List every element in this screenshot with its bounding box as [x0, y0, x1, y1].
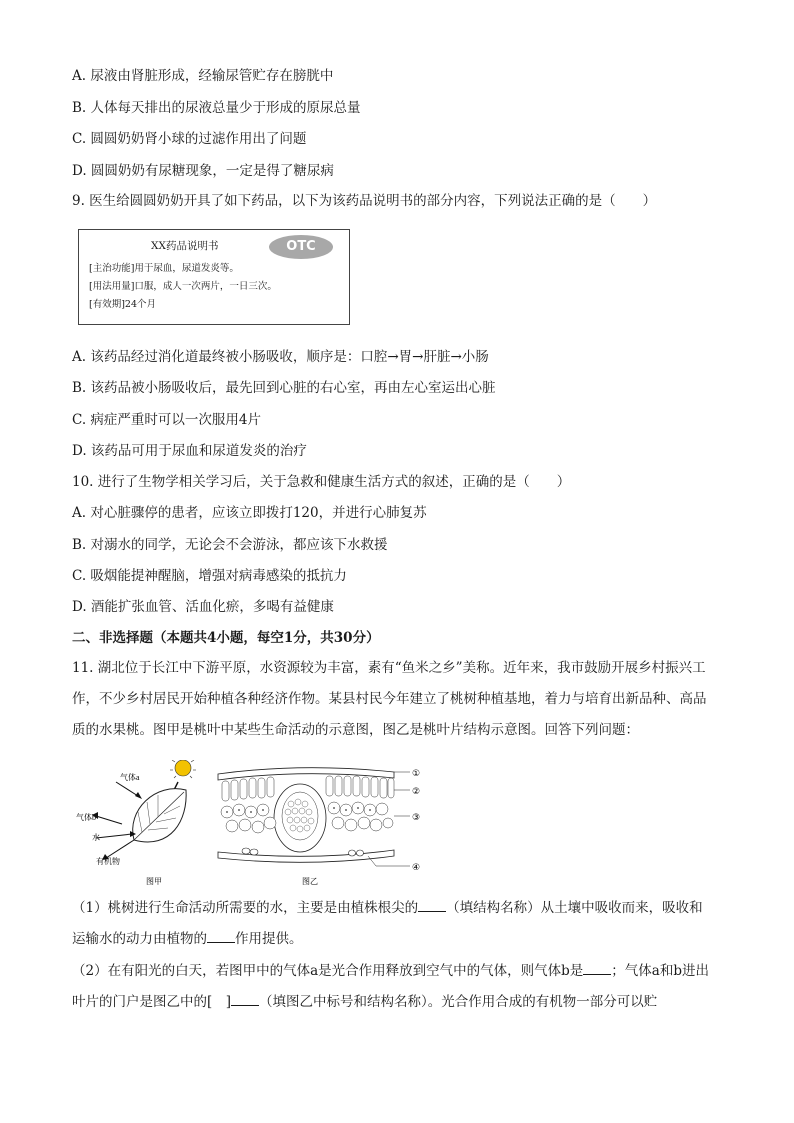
q8-option-d: D. 圆圆奶奶有尿糖现象，一定是得了糖尿病 — [72, 163, 334, 179]
q10-option-b: B. 对溺水的同学，无论会不会游泳，都应该下水救援 — [72, 537, 388, 553]
q9-stem: 9. 医生给圆圆奶奶开具了如下药品，以下为该药品说明书的部分内容，下列说法正确的是（ ） — [72, 193, 657, 209]
mark-4: ④ — [412, 863, 421, 873]
answer-blank-4[interactable] — [231, 993, 259, 1006]
q11-part-2 — [72, 956, 712, 1018]
figure-a-leaf — [92, 760, 196, 860]
mark-3: ③ — [412, 813, 421, 823]
mark-1: ① — [412, 769, 421, 779]
section-heading: 二、非选择题（本题共4小题，每空1分，共30分） — [72, 630, 380, 646]
answer-blank-2[interactable] — [207, 930, 235, 943]
q9-option-c: C. 病症严重时可以一次服用4片 — [72, 412, 262, 428]
drug-label-validity: [有效期]24个月 — [89, 299, 157, 310]
q11-part-2-text-c: （填图乙中标号和结构名称）。光合作用合成的有机物一部分可以贮 — [259, 994, 658, 1010]
q9-option-a: A. 该药品经过消化道最终被小肠吸收，顺序是：口腔→胃→肝脏→小肠 — [72, 349, 489, 365]
label-water: 水 — [92, 833, 100, 842]
label-gas-b: 气体b — [76, 813, 96, 822]
answer-blank-1[interactable] — [418, 899, 446, 912]
drug-label-title: XX药品说明书 — [151, 240, 219, 252]
q9-option-d: D. 该药品可用于尿血和尿道发炎的治疗 — [72, 443, 307, 459]
drug-label-function: [主治功能]用于尿血，尿道发炎等。 — [89, 263, 239, 274]
q8-option-a: A. 尿液由肾脏形成，经输尿管贮存在膀胱中 — [72, 68, 334, 84]
q8-option-c: C. 圆圆奶奶肾小球的过滤作用出了问题 — [72, 131, 307, 147]
q8-option-b: B. 人体每天排出的尿液总量少于形成的原尿总量 — [72, 100, 361, 116]
q11-part-2-text-a: （2）在有阳光的白天，若图甲中的气体a是光合作用释放到空气中的气体，则气体b是 — [72, 963, 584, 979]
q9-option-b: B. 该药品被小肠吸收后，最先回到心脏的右心室，再由左心室运出心脏 — [72, 380, 496, 396]
sun-icon — [175, 760, 191, 776]
caption-figure-a: 图甲 — [146, 877, 162, 886]
figure-b-cross-section — [218, 768, 410, 866]
caption-figure-b: 图乙 — [302, 877, 318, 886]
q10-option-d: D. 酒能扩张血管、活血化瘀，多喝有益健康 — [72, 599, 334, 615]
q10-stem: 10. 进行了生物学相关学习后，关于急救和健康生活方式的叙述，正确的是（ ） — [72, 474, 571, 490]
otc-badge: OTC — [269, 235, 333, 259]
q11-part-2-text-b: ；气体a和b进出叶片的门户是图乙中的[ ] — [72, 963, 709, 1010]
leaf-figures — [76, 760, 436, 890]
mark-2: ② — [412, 787, 421, 797]
q11-part-1-text-c: 作用提供。 — [235, 931, 303, 947]
drug-label-usage: [用法用量]口服，成人一次两片，一日三次。 — [89, 281, 277, 292]
drug-label-box — [78, 229, 350, 325]
q10-option-c: C. 吸烟能提神醒脑，增强对病毒感染的抵抗力 — [72, 568, 347, 584]
q11-part-1-text-b: （填结构名称）从土壤中吸收而来，吸收和运输水的动力由植物的 — [72, 900, 703, 947]
label-organic: 有机物 — [96, 857, 120, 866]
q11-stem: 11. 湖北位于长江中下游平原，水资源较为丰富，素有“鱼米之乡”美称。近年来，我市鼓励开展乡村振兴工作，不少乡村居民开始种植各种经济作物。某县村民今年建立了桃树种植基地，着力与培育出新品种、高品质的水果桃。图甲是桃叶中某些生命活动的示意图，图乙是桃叶片结构示意图。回答下列问题： — [72, 660, 707, 738]
q11-part-1-text-a: （1）桃树进行生命活动所需要的水，主要是由植株根尖的 — [72, 900, 419, 916]
answer-blank-3[interactable] — [583, 962, 611, 975]
q10-option-a: A. 对心脏骤停的患者，应该立即拨打120，并进行心肺复苏 — [72, 505, 427, 521]
label-gas-a: 气体a — [120, 773, 140, 782]
q11-part-1 — [72, 893, 712, 955]
